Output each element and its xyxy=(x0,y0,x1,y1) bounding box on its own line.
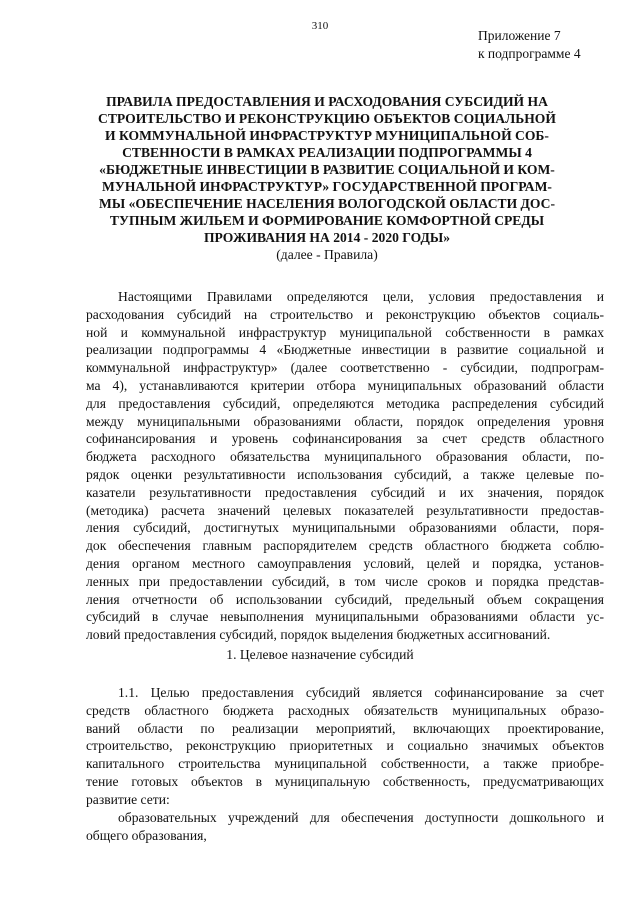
title-line: СТРОИТЕЛЬСТВО И РЕКОНСТРУКЦИЮ ОБЪЕКТОВ СОЦИАЛЬНОЙ xyxy=(98,111,556,126)
appendix-line: к подпрограмме 4 xyxy=(478,46,581,61)
appendix-reference xyxy=(478,27,581,63)
title-line: МЫ «ОБЕСПЕЧЕНИЕ НАСЕЛЕНИЯ ВОЛОГОДСКОЙ ОБЛАСТИ ДОС- xyxy=(99,196,555,211)
text-line: капитального строительства муниципальной собственности, а также приобре- xyxy=(86,756,604,772)
text-line: софинансирования и уровень софинансирования за счет средств областного xyxy=(86,431,604,447)
text-line: коммунальной инфраструктур» (далее соответственно - субсидии, подпрограм- xyxy=(86,360,604,376)
text-line: общего образования, xyxy=(86,827,207,843)
title-abbreviation: (далее - Правила) xyxy=(276,247,378,262)
title-line: И КОММУНАЛЬНОЙ ИНФРАСТРУКТУР МУНИЦИПАЛЬНОЙ СОБ- xyxy=(105,128,549,143)
title-line: МУНАЛЬНОЙ ИНФРАСТРУКТУР» ГОСУДАРСТВЕННОЙ ПРОГРАМ- xyxy=(102,179,552,194)
paragraph-1-1 xyxy=(86,684,604,809)
intro-paragraph xyxy=(86,288,604,644)
text-line: развитие сети: xyxy=(86,791,170,807)
text-line: ма 4), устанавливаются критерии отбора муниципальных образований области xyxy=(86,377,604,393)
text-line: средств областного бюджета расходных обязательств муниципальных образо- xyxy=(86,702,604,718)
appendix-line: Приложение 7 xyxy=(478,28,561,43)
text-line: (методика) расчета значений целевых показателей результативности предостав- xyxy=(86,502,604,518)
text-line: рядок оценки результативности использования субсидий, а также целевые по- xyxy=(86,466,604,482)
text-line: ленных при предоставлении субсидий, в том числе сроков и порядка представ- xyxy=(86,573,604,589)
text-line: ловий предоставления субсидий, порядок выделения бюджетных ассигнований. xyxy=(86,627,551,643)
text-line: реализации подпрограммы 4 «Бюджетные инвестиции в развитие социальной и xyxy=(86,342,604,358)
text-line: казатели результативности предоставления субсидий и их значения, порядок xyxy=(86,484,604,500)
paragraph-education xyxy=(86,809,604,845)
text-line: 1.1. Целью предоставления субсидий является софинансирование за счет xyxy=(118,685,604,700)
text-line: ваний области по реализации мероприятий, включающих проектирование, xyxy=(86,720,604,736)
text-line: для предоставления субсидий, определяются методика распределения субсидий xyxy=(86,395,604,411)
text-line: строительство, реконструкцию приоритетных и социально значимых объектов xyxy=(86,738,604,754)
text-line: док обеспечения главным распорядителем средств областного бюджета соблю- xyxy=(86,538,604,554)
text-line: тение готовых объектов в муниципальную собственность, предусматривающих xyxy=(86,773,604,789)
text-line: субсидий в случае невыполнения муниципальными образованиями области ус- xyxy=(86,609,604,625)
title-line: ТУПНЫМ ЖИЛЬЕМ И ФОРМИРОВАНИЕ КОМФОРТНОЙ СРЕДЫ xyxy=(109,213,545,228)
text-line: бюджета расходного обязательства муниципального образования области, по- xyxy=(86,449,604,465)
title-line: ПРОЖИВАНИЯ НА 2014 - 2020 ГОДЫ» xyxy=(203,230,451,245)
section-heading: 1. Целевое назначение субсидий xyxy=(226,647,414,662)
text-line: ной и коммунальной инфраструктур муниципальной собственности в рамках xyxy=(86,324,604,340)
text-line: Настоящими Правилами определяются цели, условия предоставления и xyxy=(118,289,604,304)
text-line: ления субсидий, достигнутых муниципальными образованиями области, поря- xyxy=(86,520,604,536)
text-line: расходования субсидий на строительство и реконструкцию объектов социаль- xyxy=(86,306,604,322)
text-line: между муниципальными образованиями области, порядок определения уровня xyxy=(86,413,604,429)
page-number: 310 xyxy=(311,20,329,32)
title-line: «БЮДЖЕТНЫЕ ИНВЕСТИЦИИ В РАЗВИТИЕ СОЦИАЛЬНОЙ И КОМ- xyxy=(99,162,555,177)
text-line: ления отчетности об использовании субсидий, предельный объем сокращения xyxy=(86,591,604,607)
text-line: образовательных учреждений для обеспечения доступности дошкольного и xyxy=(118,810,604,825)
text-line: дения органом местного самоуправления условий, целей и порядка, установ- xyxy=(86,555,604,571)
title-line: ПРАВИЛА ПРЕДОСТАВЛЕНИЯ И РАСХОДОВАНИЯ СУБСИДИЙ НА xyxy=(106,94,548,109)
document-title xyxy=(92,93,562,263)
title-line: СТВЕННОСТИ В РАМКАХ РЕАЛИЗАЦИИ ПОДПРОГРАММЫ 4 xyxy=(122,145,532,160)
